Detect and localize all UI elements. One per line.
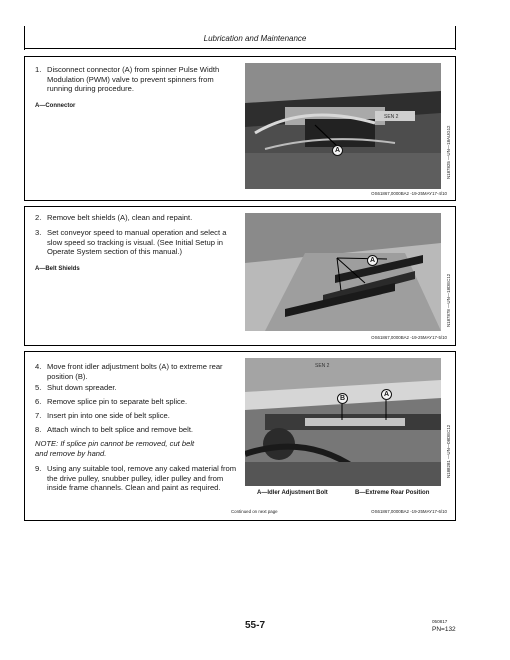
idler-photo-illustration xyxy=(245,358,441,486)
photo-code-2: N187878 —UN—18DEC12 xyxy=(446,273,451,327)
header-rule-right xyxy=(455,26,456,50)
page-header-title: Lubrication and Maintenance xyxy=(203,34,307,43)
page-number: 55-7 xyxy=(244,620,265,631)
step-9: 9. Using any suitable tool, remove any caked material from the drive pulley, snubber pulley, idler pulley and from inside frame channels. Clean and paint as required. xyxy=(35,464,237,493)
belt-shields-photo xyxy=(245,213,441,331)
step-4: 4. Move front idler adjustment bolts (A) to extreme rear position (B). xyxy=(35,362,223,381)
section-1 xyxy=(24,56,456,201)
header-rule-left xyxy=(24,26,25,50)
step-2: 2. Remove belt shields (A), clean and repaint. xyxy=(35,213,193,222)
continued-note: Continued on next page xyxy=(231,509,278,514)
footer-pn: PN=132 xyxy=(432,626,456,633)
connector-photo-illustration xyxy=(245,63,441,189)
splice-pin-note: NOTE: If splice pin cannot be removed, cut belt and remove by hand. xyxy=(35,439,195,458)
reference-code-1: OS61867,0000BA2 -19-25MAY17-4/10 xyxy=(371,191,447,196)
step-1: 1. Disconnect connector (A) from spinner Pulse Width Modulation (PWM) valve to prevent spinners from running during procedure. xyxy=(35,65,220,94)
footer-small-code: 050817 xyxy=(432,619,448,624)
callout-marker-b: B xyxy=(337,393,348,404)
photo-label-sen2: SEN 2 xyxy=(384,114,399,120)
section-3 xyxy=(24,351,456,521)
idler-adjustment-photo xyxy=(245,358,441,486)
section-2 xyxy=(24,206,456,346)
caption-idler-bolt: A—Idler Adjustment Bolt xyxy=(257,490,328,496)
photo-label-sen2-b: SEN 2 xyxy=(315,363,330,369)
step-7: 7. Insert pin into one side of belt splice. xyxy=(35,411,170,420)
legend-connector: A—Connector xyxy=(35,103,76,109)
header-rule-bottom xyxy=(24,48,456,49)
step-3: 3. Set conveyor speed to manual operation and select a slow speed so tracking is visual. (See Initial Setup in Operate System section of this manual.) xyxy=(35,228,227,257)
legend-belt-shields: A—Belt Shields xyxy=(35,266,80,272)
photo-code-1: N187825 —UN—18AUG12 xyxy=(446,125,451,179)
connector-photo xyxy=(245,63,441,189)
step-6: 6. Remove splice pin to separate belt splice. xyxy=(35,397,188,406)
step-5: 5. Shut down spreader. xyxy=(35,383,117,392)
belt-shields-photo-illustration xyxy=(245,213,441,331)
reference-code-3: OS61867,0000BA2 -19-25MAY17-6/10 xyxy=(371,509,447,514)
callout-marker-a-1: A xyxy=(367,255,378,266)
photo-code-3: N188281 —UN—08DEC12 xyxy=(446,424,451,478)
callout-marker-a-idler: A xyxy=(381,389,392,400)
callout-marker-a: A xyxy=(332,145,343,156)
step-8: 8. Attach winch to belt splice and remove belt. xyxy=(35,425,194,434)
caption-rear-position: B—Extreme Rear Position xyxy=(355,490,430,496)
reference-code-2: OS61867,0000BA2 -19-25MAY17-5/10 xyxy=(371,335,447,340)
